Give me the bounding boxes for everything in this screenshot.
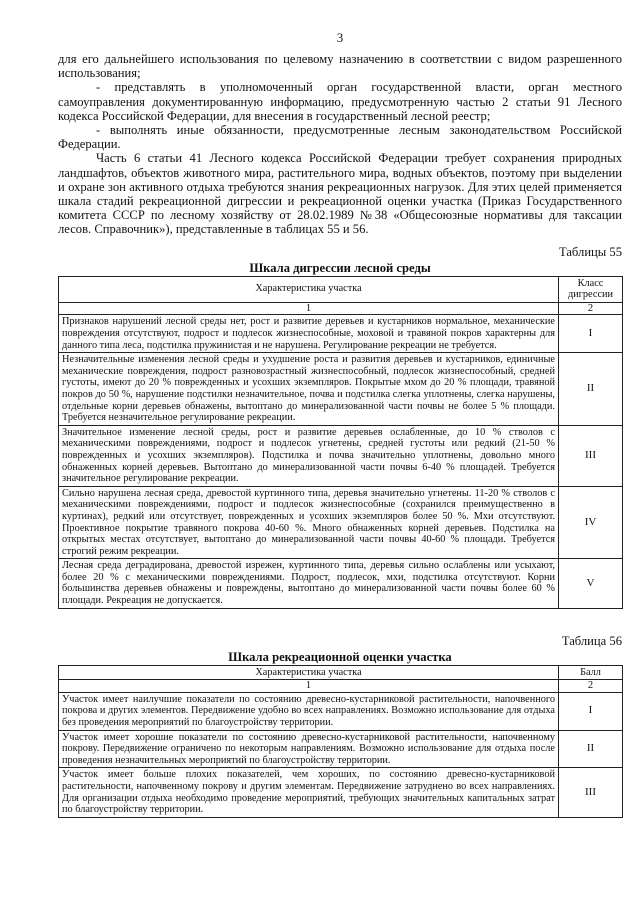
table55-row-2-class: II: [559, 353, 623, 426]
table-row: [59, 692, 623, 730]
table-row: [59, 559, 623, 608]
table56-number-row: [59, 680, 623, 693]
table56-row-2-score: II: [559, 730, 623, 768]
table-row: [59, 768, 623, 817]
table56-row-1-desc: Участок имеет наилучшие показатели по состоянию древесно-кустарниковой растительности, напочвенного покрова и других элементов. Передвижение удобно во всех направлениях. Возможно использование для отдыха без проведения мероприятий по благоустройству территории.: [59, 692, 559, 730]
table55-row-1-desc: Признаков нарушений лесной среды нет, рост и развитие деревьев и кустарников нормальное, механические повреждения отсутствуют, подрост и подлесок жизнеспособные, моховой и травяной покров характерны для данного типа леса, подстилка пружинистая и не нарушена. Регулирование рекреации не требуется.: [59, 315, 559, 353]
paragraph-1: для его дальнейшего использования по целевому назначению в соответствии с видом разрешенного использования;: [58, 52, 622, 81]
table55-col-number-2: 2: [559, 302, 623, 315]
table55-number-row: [59, 302, 623, 315]
table56-header-row: [59, 665, 623, 680]
table55-caption: Таблицы 55: [558, 244, 622, 259]
table55-header-row: [59, 276, 623, 302]
table55-row-5-desc: Лесная среда деградирована, древостой изрежен, куртинного типа, деревья сильно ослаблены или усыхают, более 20 % с механическими повреждениями. Подрост, подлесок, мхи, подстилка отсутствуют. Корни большинства деревьев обнажены и повреждены, вытоптано до минерализованной части почвы более 60 % площади. Рекреация не допускается.: [59, 559, 559, 608]
table55-row-4-class: IV: [559, 486, 623, 559]
table56-row-1-score: I: [559, 692, 623, 730]
table56-title: Шкала рекреационной оценки участка: [228, 649, 452, 664]
paragraph-4: Часть 6 статьи 41 Лесного кодекса Российской Федерации требует сохранения природных ландшафтов, объектов животного мира, растительного мира, водных объектов, поэтому при выделении и охране зон активного отдыха требуются знания рекреационных нагрузок. Для этих целей применяется шкала стадий рекреационной дигрессии и рекреационной оценки участка (Приказ Государственного комитета СССР по лесному хозяйству от 28.02.1989 №38 «Общесоюзные нормативы для таксации лесов. Справочник»), представленные в таблицах 55 и 56.: [58, 151, 622, 237]
table56-col-number-1: 1: [59, 680, 559, 693]
paragraph-2: - представлять в уполномоченный орган государственной власти, орган местного самоуправления документированную информацию, предусмотренную частью 2 статьи 91 Лесного кодекса Российской Федерации, для внесения в государственный лесной реестр;: [58, 80, 622, 123]
table56-row-3-score: III: [559, 768, 623, 817]
table-row: [59, 353, 623, 426]
table56-row-2-desc: Участок имеет хорошие показатели по состоянию древесно-кустарниковой растительности, напочвенному покрову. Передвижение ограничено по некоторым направлениям. Возможно использование для отдыха после проведения незначительных мероприятий по благоустройству территории.: [59, 730, 559, 768]
table-row: [59, 425, 623, 486]
table-56: [58, 665, 623, 818]
table55-row-3-class: III: [559, 425, 623, 486]
table56-header-characteristic: Характеристика участка: [59, 665, 559, 680]
table55-row-2-desc: Незначительные изменения лесной среды и ухудшение роста и развития деревьев и кустарников, единичные механические повреждения, подрост разновозрастный жизнеспособный, подлесок жизнеспособный, средней густоты, имеют до 20 % поврежденных и усохших экземпляров. Покрытые мхом до 20 % площади, травяной покров до 50 %, нарушение подстилки незначительное, почва и подстилка слегка уплотнены, слегка нарушены, отдельные корни деревьев обнажены, вытоптано до минерализованной части почвы не более 5 % площади. Требуется незначительное регулирование рекреации.: [59, 353, 559, 426]
table55-col-number-1: 1: [59, 302, 559, 315]
document-page: [58, 30, 622, 818]
table-row: [59, 315, 623, 353]
table55-row-3-desc: Значительное изменение лесной среды, рост и развитие деревьев ослабленные, до 10 % стволов с механическими повреждениями, подрост и подлесок угнетены, средней густоты или редкий (21-50 % поврежденных и усохших экземпляров). Подстилка и почва значительно уплотнены, довольно много обнаженных корней деревьев. Вытоптано до минерализованной части почвы 6-40 % площадей. Требуется значительное регулирование рекреации.: [59, 425, 559, 486]
table55-header-characteristic: Характеристика участка: [59, 276, 559, 302]
table56-caption: Таблица 56: [561, 633, 622, 648]
table-55: [58, 276, 623, 609]
table56-col-number-2: 2: [559, 680, 623, 693]
table56-header-score: Балл: [559, 665, 623, 680]
table-row: [59, 730, 623, 768]
table55-row-4-desc: Сильно нарушена лесная среда, древостой куртинного типа, деревья значительно угнетены. 11-20 % стволов с механическими повреждениями, подрост и подлесок жизнеспособные (сохранился преимущественно в куртинах), редкий или отсутствует, поврежденных и усохших экземпляров более 50 %. Мхи отсутствуют. Проективное покрытие травяного покрова 40-60 %. Много обнаженных корней деревьев. Подстилка на открытых местах отсутствует, вытоптано до минерализованной части почвы 40-60 % площади. Требуется строгий режим рекреации.: [59, 486, 559, 559]
table55-row-5-class: V: [559, 559, 623, 608]
table55-row-1-class: I: [559, 315, 623, 353]
table56-row-3-desc: Участок имеет больше плохих показателей, чем хороших, по состоянию древесно-кустарниковой растительности, напочвенному покрову и другим элементам. Передвижение затруднено во всех направлениях. Для организации отдыха необходимо проведение мероприятий, требующих значительных капитальных затрат по благоустройству территории.: [59, 768, 559, 817]
table-row: [59, 486, 623, 559]
paragraph-3: - выполнять иные обязанности, предусмотренные лесным законодательством Российской Федерации.: [58, 123, 622, 152]
page-number: 3: [336, 30, 344, 45]
table55-header-class: Класс дигрессии: [559, 276, 623, 302]
table55-title: Шкала дигрессии лесной среды: [249, 260, 431, 275]
